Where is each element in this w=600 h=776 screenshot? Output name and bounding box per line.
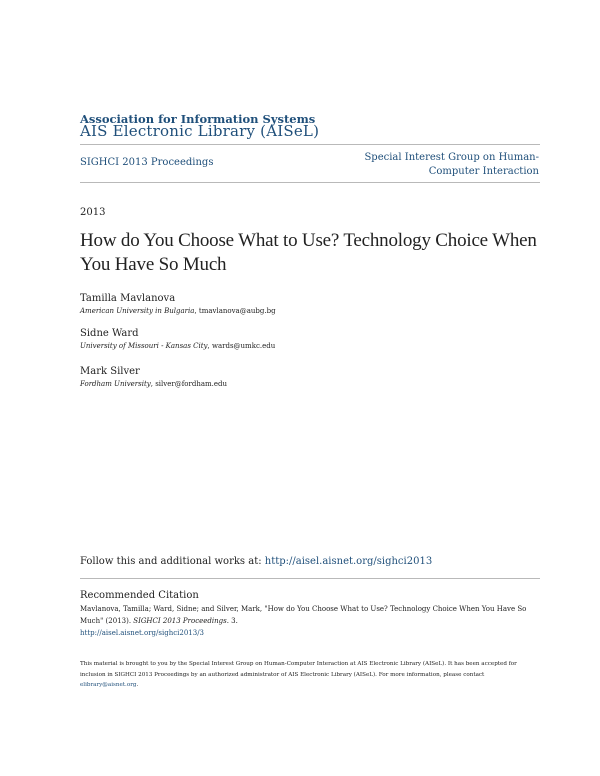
library-name: AIS Electronic Library (AISeL) <box>80 122 320 140</box>
follow-line <box>80 556 432 567</box>
author-name: Mark Silver <box>80 366 140 377</box>
author-email[interactable]: tmavlanova@aubg.bg <box>198 307 276 315</box>
paper-title: How do You Choose What to Use? Technology Choice When You Have So Much <box>80 230 537 275</box>
contact-email-link[interactable]: elibrary@aisnet.org <box>80 682 137 688</box>
proceedings-link[interactable]: SIGHCI 2013 Proceedings <box>80 157 214 168</box>
citation-divider <box>80 578 540 579</box>
author-block <box>80 328 275 350</box>
citation-heading: Recommended Citation <box>80 590 199 601</box>
author-email[interactable]: wards@umkc.edu <box>211 342 276 350</box>
citation-end: . 3. <box>226 617 238 625</box>
affiliation-institution: Fordham University <box>80 380 151 388</box>
author-affiliation: University of Missouri - Kansas City, wards@umkc.edu <box>80 342 276 350</box>
organization-name: Association for Information Systems <box>80 112 316 126</box>
author-block <box>80 366 227 388</box>
affiliation-institution: American University in Bulgaria <box>80 307 195 315</box>
author-email[interactable]: silver@fordham.edu <box>155 380 228 388</box>
citation-text <box>80 603 540 639</box>
header-divider-top <box>80 144 540 145</box>
follow-text: Follow this and additional works at: <box>80 556 265 567</box>
header-divider-bottom <box>80 182 540 183</box>
author-name: Sidne Ward <box>80 328 139 339</box>
citation-body: Mavlanova, Tamilla; Ward, Sidne; and Silver, Mark, "How do You Choose What to Use? Technology Choice When You Have So Much" (2013). <box>80 605 527 625</box>
author-affiliation: Fordham University, silver@fordham.edu <box>80 380 228 388</box>
sig-group-link[interactable]: Special Interest Group on Human-Computer Interaction <box>364 152 539 177</box>
author-name: Tamilla Mavlanova <box>80 293 176 304</box>
author-affiliation: American University in Bulgaria, tmavlanova@aubg.bg <box>80 307 276 315</box>
collection-link[interactable]: http://aisel.aisnet.org/sighci2013 <box>264 556 433 567</box>
citation-venue: SIGHCI 2013 Proceedings <box>133 617 227 625</box>
access-notice <box>80 659 540 691</box>
author-block <box>80 293 276 315</box>
affiliation-institution: University of Missouri - Kansas City <box>80 342 208 350</box>
citation-link[interactable]: http://aisel.aisnet.org/sighci2013/3 <box>80 629 205 637</box>
access-notice-text: This material is brought to you by the Special Interest Group on Human-Computer Interaction at AIS Electronic Library (AISeL). It has been accepted for inclusion in SIGHCI 2013 Proceedings by an authorized administrator of AIS Electronic Library (AISeL). For more information, please contact <box>80 661 517 678</box>
publication-year: 2013 <box>80 207 106 218</box>
access-notice-end: . <box>136 682 139 688</box>
